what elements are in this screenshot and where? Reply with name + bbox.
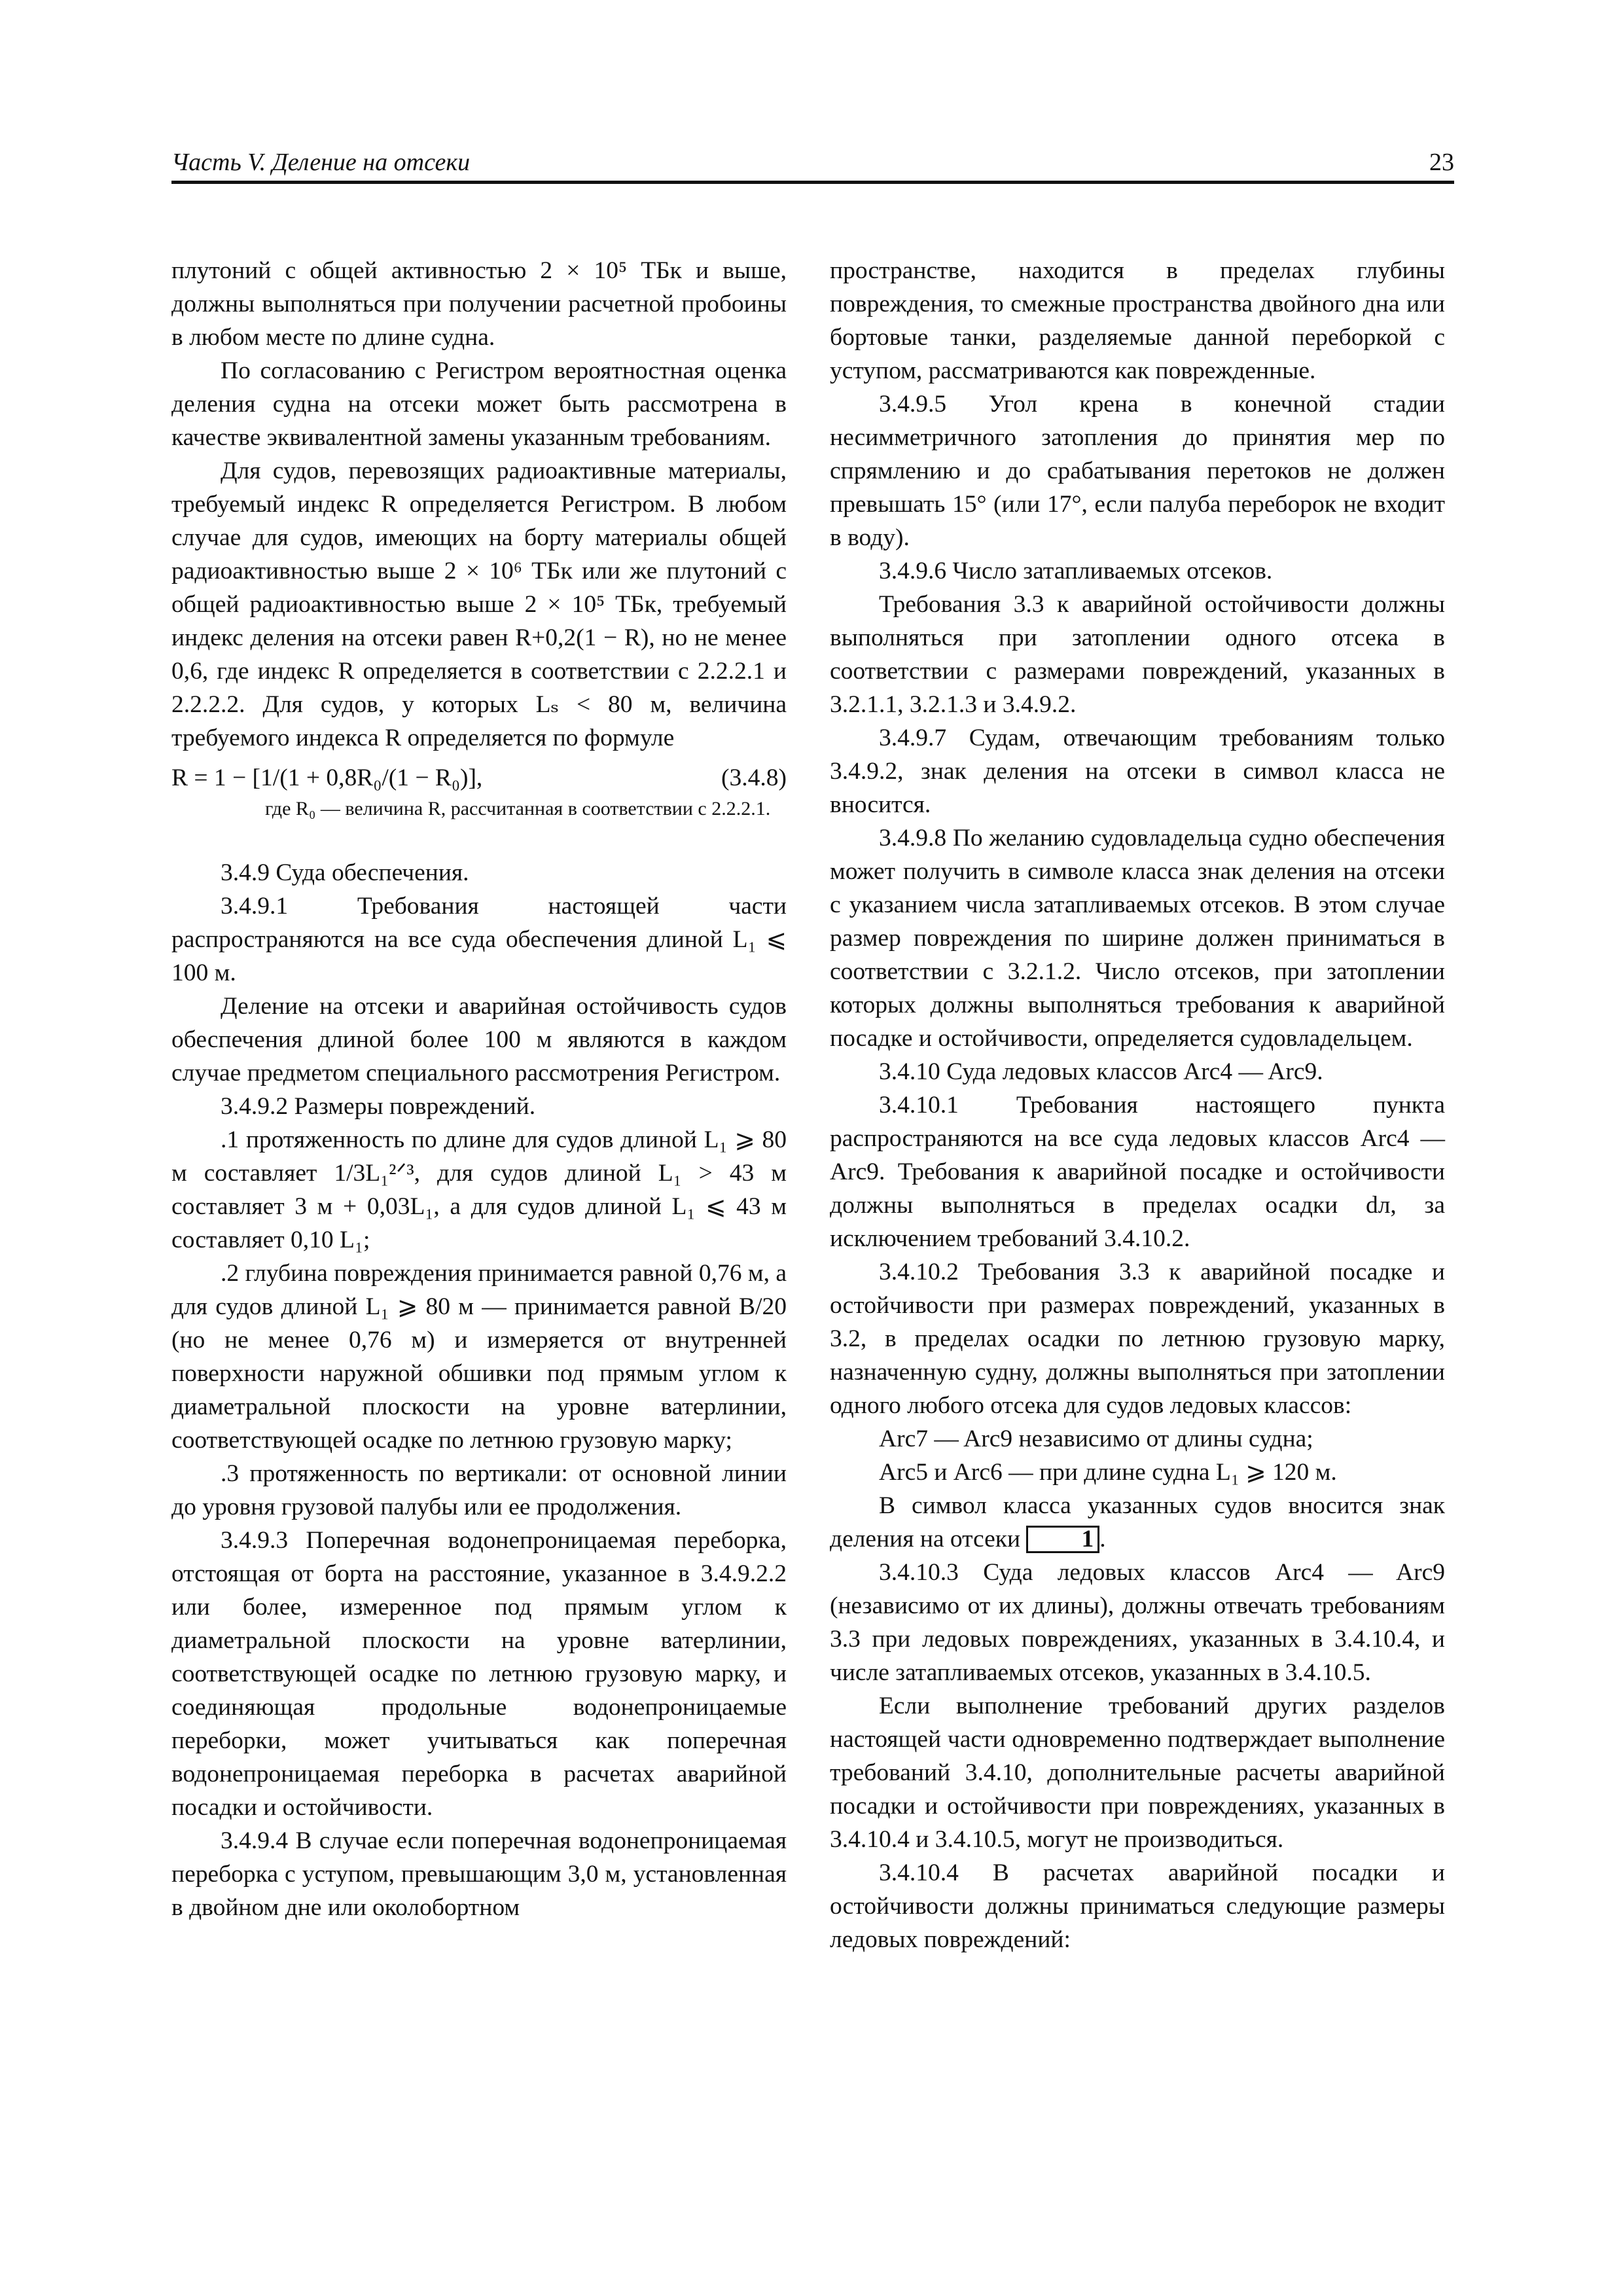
paragraph: .3 протяженность по вертикали: от основной линии до уровня грузовой палубы или ее продолжения. [171, 1460, 787, 1520]
page-header [171, 143, 1454, 179]
paragraph: 3.4.10.2 Требования 3.3 к аварийной посадке и остойчивости при размерах повреждений, указанных в 3.2, в пределах осадки по летнюю грузовую марку, назначенную судну, должны выполняться при затоплении одного любого отсека для судов ледовых классов: [830, 1259, 1445, 1419]
paragraph: 3.4.10.3 Суда ледовых классов Arc4 — Arc9 (независимо от их длины), должны отвечать требованиям 3.3 при ледовых повреждениях, указанных в 3.4.10.4, и числе затапливаемых отсеков, указанных в 3.4.10.5. [830, 1559, 1445, 1686]
header-rule [171, 181, 1454, 184]
paragraph: По согласованию с Регистром вероятностная оценка деления судна на отсеки может быть рассмотрена в качестве эквивалентной замены указанным требованиям. [171, 357, 787, 451]
paragraph: 3.4.9.1 Требования настоящей части распространяются на все суда обеспечения длиной L₁ ⩽ 100 м. [171, 893, 787, 986]
paragraph: 3.4.9.5 Угол крена в конечной стадии несимметричного затопления до принятия мер по спрямлению и до срабатывания перетоков не должен превышать 15° (или 17°, если палуба переборок не входит в воду). [830, 391, 1445, 551]
running-title: Часть V. Деление на отсеки [171, 149, 471, 176]
paragraph: 3.4.9.6 Число затапливаемых отсеков. [879, 558, 1273, 584]
paragraph: 3.4.9.3 Поперечная водонепроницаемая переборка, отстоящая от борта на расстояние, указанное в 3.4.9.2.2 или более, измеренное под прямым углом к диаметральной плоскости на уровне ватерлинии, соответствующей осадке по летнюю грузовую марку, и соединяющая продольные водонепроницаемые переборки, может учитываться как поперечная водонепроницаемая переборка в расчетах аварийной посадки и остойчивости. [171, 1527, 787, 1821]
formula-3-4-8 [171, 761, 787, 795]
paragraph: 3.4.10.1 Требования настоящего пункта распространяются на все суда ледовых классов Arc4 — Arc9. Требования к аварийной посадке и остойчивости должны выполняться в пределах осадки dл, за исключением требований 3.4.10.2. [830, 1092, 1445, 1252]
paragraph: 3.4.9.8 По желанию судовладельца судно обеспечения может получить в символе класса знак деления на отсеки с указанием числа затапливаемых отсеков. В этом случае размер повреждения по ширине должен приниматься в соответствии с 3.2.1.2. Число отсеков, при затоплении которых должны выполняться требования к аварийной посадке и остойчивости, определяется судовладельцем. [830, 825, 1445, 1052]
paragraph-text: В символ класса указанных судов вносится знак деления на отсеки [830, 1492, 1445, 1552]
paragraph: Для судов, перевозящих радиоактивные материалы, требуемый индекс R определяется Регистром. В любом случае для судов, имеющих на борту материалы общей радиоактивностью выше 2 × 10⁶ ТБк или же плутоний с общей радиоактивностью выше 2 × 10⁵ ТБк, требуемый индекс деления на отсеки равен R+0,2(1 − R), но не менее 0,6, где индекс R определяется в соответствии с 2.2.2.1 и 2.2.2.2. Для судов, у которых Lₛ < 80 м, величина требуемого индекса R определяется по формуле [171, 457, 787, 751]
paragraph: Если выполнение требований других разделов настоящей части одновременно подтверждает выполнение требований 3.4.10, дополнительные расчеты аварийной посадки и остойчивости при повреждениях, указанных в 3.4.10.4 и 3.4.10.5, могут не производиться. [830, 1693, 1445, 1853]
paragraph: .1 протяженность по длине для судов длиной L₁ ⩾ 80 м составляет 1/3L₁²ᐟ³, для судов длиной L₁ > 43 м составляет 3 м + 0,03L₁, а для судов длиной L₁ ⩽ 43 м составляет 0,10 L₁; [171, 1126, 787, 1253]
page-number: 23 [1429, 149, 1454, 176]
section-heading: 3.4.9 Суда обеспечения. [221, 859, 469, 886]
paragraph: Arc5 и Arc6 — при длине судна L₁ ⩾ 120 м. [879, 1459, 1337, 1486]
left-column [171, 254, 787, 1924]
paragraph: Деление на отсеки и аварийная остойчивость судов обеспечения длиной более 100 м являются в каждом случае предметом специального рассмотрения Регистром. [171, 993, 787, 1086]
paragraph: Arc7 — Arc9 независимо от длины судна; [879, 1426, 1313, 1452]
paragraph: плутоний с общей активностью 2 × 10⁵ ТБк и выше, должны выполняться при получении расчетной пробоины в любом месте по длине судна. [171, 257, 787, 351]
section-heading: 3.4.10 Суда ледовых классов Arc4 — Arc9. [879, 1058, 1323, 1085]
subdivision-mark: 1 [1026, 1526, 1099, 1553]
paragraph: В символ класса указанных судов вносится знак деления на отсеки 1 . [830, 1492, 1445, 1552]
formula-number: (3.4.8) [721, 764, 787, 791]
paragraph: 3.4.9.4 В случае если поперечная водонепроницаемая переборка с уступом, превышающим 3,0 м, установленная в двойном дне или околобортном [171, 1827, 787, 1921]
paragraph: 3.4.9.2 Размеры повреждений. [221, 1093, 536, 1120]
paragraph: .2 глубина повреждения принимается равной 0,76 м, а для судов длиной L₁ ⩾ 80 м — принимается равной B/20 (но не менее 0,76 м) и измеряется от внутренней поверхности наружной обшивки под прямым углом к диаметральной плоскости на уровне ватерлинии, соответствующей осадке по летнюю грузовую марку; [171, 1260, 787, 1454]
paragraph: Требования 3.3 к аварийной остойчивости должны выполняться при затоплении одного отсека в соответствии с размерами повреждений, указанных в 3.2.1.1, 3.2.1.3 и 3.4.9.2. [830, 591, 1445, 718]
paragraph: пространстве, находится в пределах глубины повреждения, то смежные пространства двойного дна или бортовые танки, разделяемые данной переборкой с уступом, рассматриваются как поврежденные. [830, 257, 1445, 384]
formula-expression: R = 1 − [1/(1 + 0,8R₀/(1 − R₀)], [171, 764, 483, 791]
right-column [830, 254, 1445, 1956]
paragraph: 3.4.10.4 В расчетах аварийной посадки и остойчивости должны приниматься следующие размеры ледовых повреждений: [830, 1859, 1445, 1953]
paragraph: 3.4.9.7 Судам, отвечающим требованиям только 3.4.9.2, знак деления на отсеки в символ класса не вносится. [830, 725, 1445, 818]
formula-note: где R₀ — величина R, рассчитанная в соответствии с 2.2.2.1. [265, 798, 771, 819]
